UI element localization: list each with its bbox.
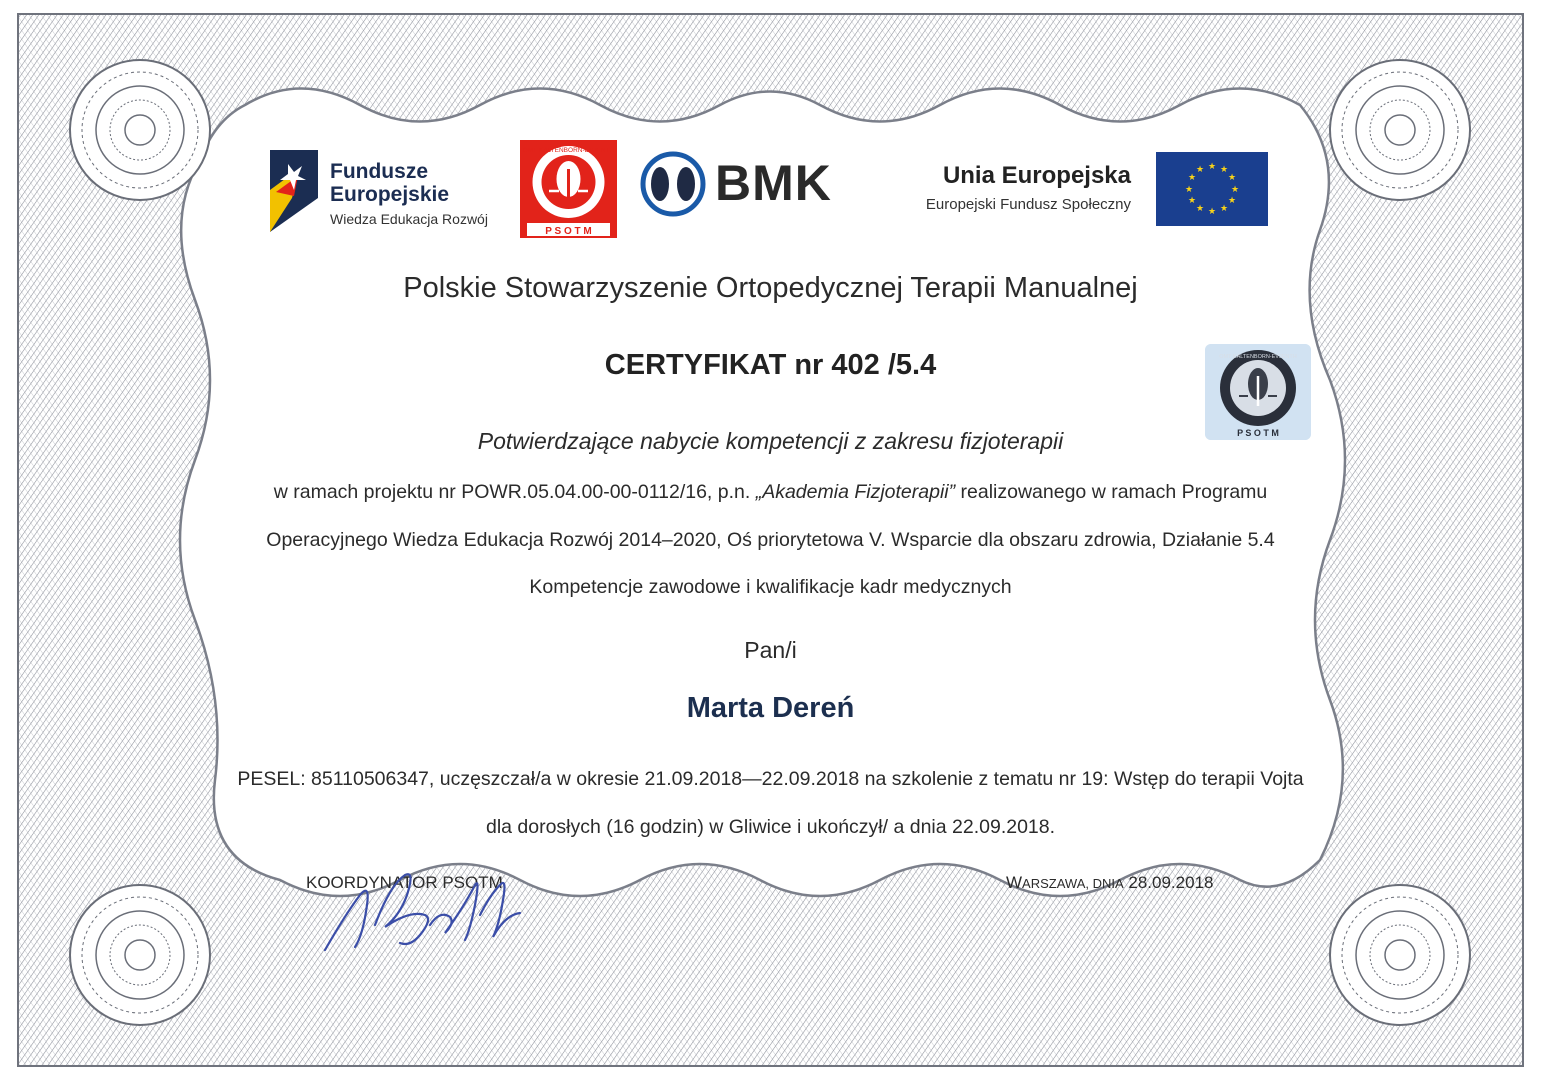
hologram-ring-text: OMT KALTENBORN-EVJENTH — [1219, 354, 1297, 360]
corner-rosette-bottom-left — [70, 885, 210, 1025]
svg-text:★: ★ — [1184, 185, 1194, 195]
project-line-3: Kompetencje zawodowe i kwalifikacje kadr medycznych — [529, 576, 1012, 598]
svg-text:★: ★ — [1219, 165, 1229, 175]
issue-city-initial: W — [1006, 873, 1023, 892]
bmk-logo-text: BMK — [715, 155, 832, 211]
psotm-logo-bottom-text: P S O T M — [545, 226, 592, 237]
unia-europejska-text — [926, 162, 1131, 213]
fundusze-europejskie-text — [330, 160, 488, 227]
project-line-2: Operacyjnego Wiedza Edukacja Rozwój 2014–2020, Oś priorytetowa V. Wsparcie dla obszaru zdrowia, Działanie 5.4 — [266, 529, 1275, 551]
coordinator-label: KOORDYNATOR PSOTM — [306, 873, 503, 892]
svg-text:★: ★ — [1187, 196, 1197, 206]
bmk-logo-mark — [640, 151, 710, 217]
confirmation-text: Potwierdzające nabycie kompetencji z zakresu fizjoterapii — [477, 428, 1064, 454]
fundusze-europejskie-logo — [270, 150, 318, 232]
organization-name: Polskie Stowarzyszenie Ortopedycznej Terapii Manualnej — [403, 272, 1138, 304]
project-name: „Akademia Fizjoterapii” — [755, 481, 956, 503]
coordinator-signature — [315, 855, 545, 965]
svg-text:★: ★ — [1207, 162, 1217, 172]
svg-text:★: ★ — [1227, 173, 1237, 183]
fundusze-title-line2: Europejskie — [330, 183, 450, 206]
fundusze-subtitle: Wiedza Edukacja Rozwój — [330, 211, 488, 227]
corner-rosette-bottom-right — [1330, 885, 1470, 1025]
project-line-1 — [0, 481, 1541, 504]
corner-rosette-top-right — [1330, 60, 1470, 200]
svg-text:★: ★ — [1230, 185, 1240, 195]
certificate-number: CERTYFIKAT nr 402 /5.4 — [604, 349, 937, 381]
svg-text:★: ★ — [1207, 207, 1217, 217]
svg-text:★: ★ — [1187, 173, 1197, 183]
attendance-line-1: PESEL: 85110506347, uczęszczał/a w okresie 21.09.2018—22.09.2018 na szkolenie z tematu nr 19: Wstęp do terapii Vojta — [237, 768, 1304, 790]
fundusze-title-line1: Fundusze — [330, 160, 428, 183]
svg-text:★: ★ — [1227, 196, 1237, 206]
project-line-1-suffix: realizowanego w ramach Programu — [955, 481, 1268, 503]
eu-flag-icon — [1156, 152, 1268, 226]
issue-date-value: 28.09.2018 — [1128, 873, 1214, 892]
issue-city-rest: ARSZAWA, DNIA — [1022, 876, 1124, 891]
psotm-logo — [519, 139, 618, 239]
unia-title: Unia Europejska — [942, 162, 1131, 189]
svg-text:★: ★ — [1195, 204, 1205, 214]
svg-text:★: ★ — [1195, 165, 1205, 175]
salutation: Pan/i — [744, 637, 797, 663]
corner-rosette-top-left — [70, 60, 210, 200]
attendance-line-2: dla dorosłych (16 godzin) w Gliwice i ukończył/ a dnia 22.09.2018. — [485, 816, 1056, 838]
svg-text:★: ★ — [1219, 204, 1229, 214]
unia-subtitle: Europejski Fundusz Społeczny — [925, 196, 1131, 213]
hologram-bottom-text: P S O T M — [1237, 428, 1279, 438]
project-line-1-prefix: w ramach projektu nr POWR.05.04.00-00-0112/16, p.n. — [273, 481, 756, 503]
issue-date — [1006, 873, 1213, 893]
psotm-logo-ring-text: OMT KALTENBORN-EVJENTH — [522, 147, 615, 154]
recipient-name: Marta Dereń — [686, 692, 855, 724]
